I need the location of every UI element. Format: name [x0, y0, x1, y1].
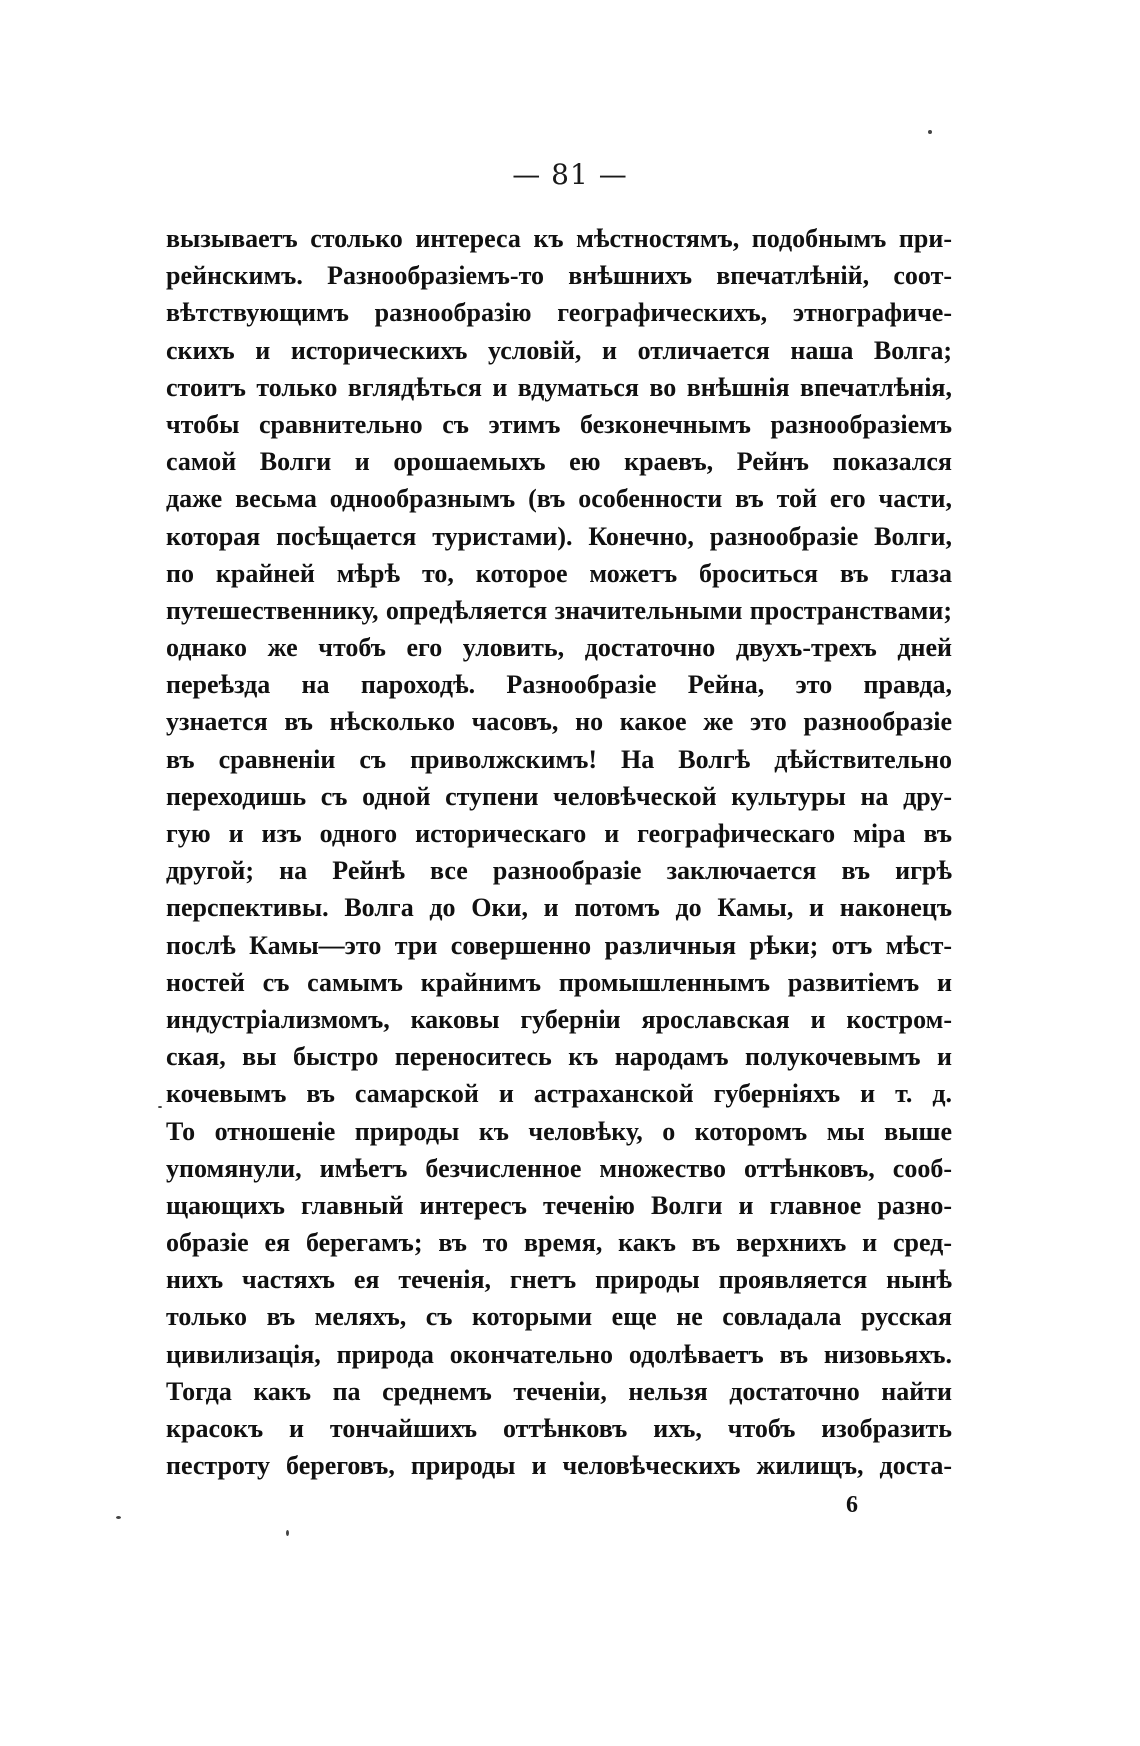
text-line: упомянули, имѣетъ безчисленное множество оттѣнковъ, сооб-: [166, 1153, 952, 1183]
text-line: переѣзда на пароходѣ. Разнообразіе Рейна, это правда,: [166, 670, 952, 700]
text-line: перспективы. Волга до Оки, и потомъ до Камы, и наконецъ: [166, 893, 952, 923]
text-line: переходишь съ одной ступени человѣческой культуры на дру-: [166, 781, 952, 811]
text-line: вѣтствующимъ разнообразію географическихъ, этнографиче-: [166, 298, 952, 328]
text-line: послѣ Камы—это три совершенно различныя рѣки; отъ мѣст-: [166, 930, 952, 960]
print-speck: [928, 130, 932, 134]
text-line: узнается въ нѣсколько часовъ, но какое же это разнообразіе: [166, 707, 952, 737]
text-line: даже весьма однообразнымъ (въ особенности въ той его части,: [166, 484, 952, 514]
text-line: индустріализмомъ, каковы губерніи ярославская и костром-: [166, 1004, 952, 1034]
text-line: рейнскимъ. Разнообразіемъ-то внѣшнихъ впечатлѣній, соот-: [166, 261, 952, 291]
body-text: [166, 220, 952, 1484]
text-line: только въ меляхъ, съ которыми еще не совладала русская: [166, 1302, 952, 1332]
text-line: пестроту береговъ, природы и человѣческихъ жилищъ, доста-: [166, 1451, 952, 1481]
text-line: въ сравненіи съ приволжскимъ! На Волгѣ дѣйствительно: [166, 744, 952, 774]
text-line: ностей съ самымъ крайнимъ промышленнымъ развитіемъ и: [166, 967, 952, 997]
text-line: кочевымъ въ самарской и астраханской губерніяхъ и т. д.: [166, 1079, 952, 1109]
text-line: гую и изъ одного историческаго и географическаго міра въ: [166, 819, 952, 848]
text-line: самой Волги и орошаемыхъ ею краевъ, Рейнъ показался: [166, 447, 952, 477]
page-number: — 81 —: [512, 158, 628, 191]
text-line: красокъ и тончайшихъ оттѣнковъ ихъ, чтобъ изобразить: [166, 1414, 952, 1443]
text-line: цивилизація, природа окончательно одолѣваетъ въ низовьяхъ.: [166, 1339, 952, 1369]
text-line: вызываетъ столько интереса къ мѣстностямъ, подобнымъ при-: [166, 224, 952, 253]
signature-mark: 6: [846, 1492, 858, 1518]
text-line: стоитъ только вглядѣться и вдуматься во внѣшнія впечатлѣнія,: [166, 372, 952, 402]
text-line: нихъ частяхъ ея теченія, гнетъ природы проявляется нынѣ: [166, 1265, 952, 1295]
text-line: скихъ и историческихъ условій, и отличается наша Волга;: [166, 335, 952, 365]
text-line: чтобы сравнительно съ этимъ безконечнымъ разнообразіемъ: [166, 409, 952, 439]
text-line: однако же чтобъ его уловить, достаточно двухъ-трехъ дней: [166, 633, 952, 663]
text-line: Тогда какъ па среднемъ теченіи, нельзя достаточно найти: [166, 1376, 952, 1406]
print-speck: [158, 1106, 162, 1108]
text-line: по крайней мѣрѣ то, которое можетъ броситься въ глаза: [166, 558, 952, 588]
print-speck: [116, 1516, 121, 1519]
text-line: То отношеніе природы къ человѣку, о которомъ мы выше: [166, 1116, 952, 1146]
text-line: ская, вы быстро переноситесь къ народамъ полукочевымъ и: [166, 1042, 952, 1072]
print-speck: [286, 1530, 289, 1536]
text-line: путешественнику, опредѣляется значительными пространствами;: [166, 595, 952, 625]
text-line: которая посѣщается туристами). Конечно, разнообразіе Волги,: [166, 521, 952, 551]
text-line: щающихъ главный интересъ теченію Волги и главное разно-: [166, 1190, 952, 1220]
text-line: образіе ея берегамъ; въ то время, какъ въ верхнихъ и сред-: [166, 1228, 952, 1258]
text-line: другой; на Рейнѣ все разнообразіе заключается въ игрѣ: [166, 856, 952, 886]
